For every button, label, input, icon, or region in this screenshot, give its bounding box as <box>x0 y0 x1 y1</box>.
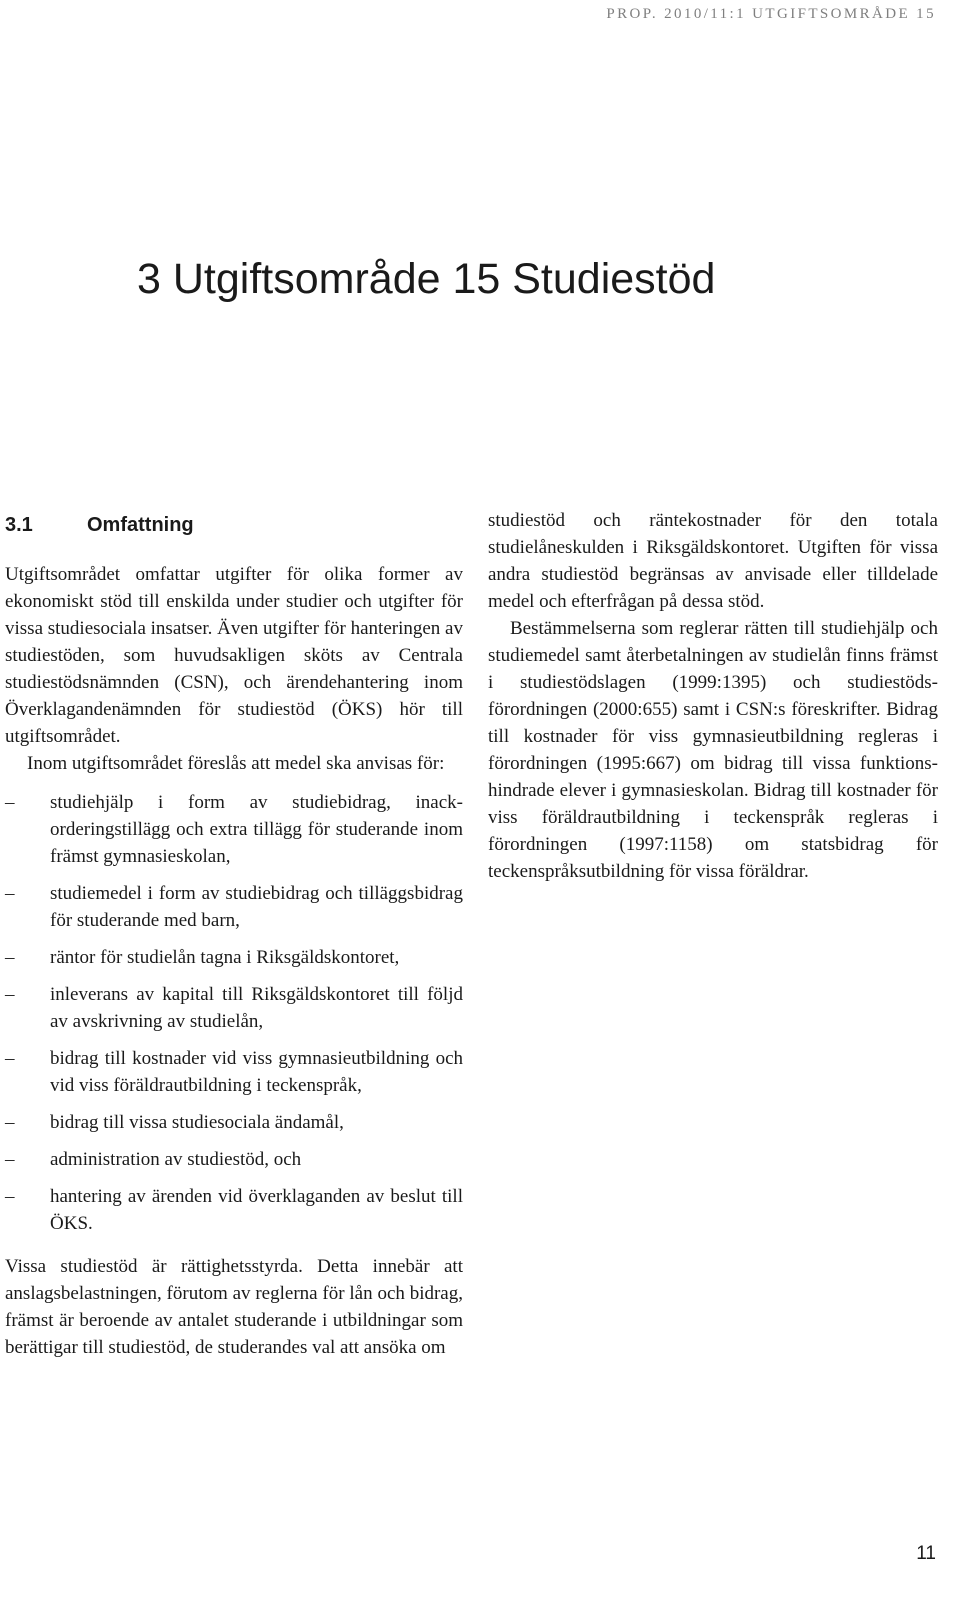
right-column <box>488 507 938 885</box>
rights-based-paragraph: Vissa studiestöd är rättighetsstyrda. Detta innebär att anslagsbelastningen, förutom av reglerna för lån och bidrag, främst är beroende av antalet studerande i utbildningar som berättigar till studiestöd, de studerandes val att ansöka om <box>5 1256 463 1358</box>
list-item <box>5 789 463 870</box>
continuation-paragraph: studiestöd och räntekostnader för den totala studielåneskulden i Riksgäldskontoret. Utgiften för vissa andra studiestöd begränsas av anvisade eller tilldelade medel och efterfrågan på dessa stöd. <box>488 510 938 612</box>
list-dash: – <box>5 1112 15 1133</box>
list-dash: – <box>5 1048 15 1069</box>
left-column <box>5 561 463 1361</box>
list-item-text: studiemedel i form av studiebidrag och tilläggsbidrag för studerande med barn, <box>50 883 463 931</box>
section-heading <box>5 513 194 537</box>
list-item-text: administration av studiestöd, och <box>50 1149 302 1170</box>
section-number: 3.1 <box>5 514 33 536</box>
intro-paragraph: Utgiftsområdet omfattar utgifter för olika former av ekonomiskt stöd till enskilda under studier och utgifter för vissa studiesociala insatser. Även utgifter för hanteringen av studiestöden, som huvudsakligen sköts av Centrala studiestödsnämnden (CSN), och ärendehantering inom Överklagandenämnden för studiestöd (ÖKS) hör till utgiftsområdet. <box>5 564 463 747</box>
allocation-intro-paragraph: Inom utgiftsområdet föreslås att medel ska anvisas för: <box>27 753 445 774</box>
allocation-list <box>5 789 463 1237</box>
regulations-paragraph: Bestämmelserna som reglerar rätten till studiehjälp och studiemedel samt återbetalningen av studielån finns främst i studiestödslagen (1999:1395) och studiestödsförordningen (2000:655) samt i CSN:s föreskrifter. Bidrag till kostnader för viss gymnasieutbildning regleras i förordningen (1995:667) om bidrag till vissa funktionshindrade elever i gymnasieskolan. Bidrag till kostnader för viss föräldrautbildning i teckenspråk regleras i förordningen (1997:1158) om statsbidrag för teckenspråksutbildning för vissa föräldrar. <box>488 618 938 882</box>
list-item <box>5 880 463 934</box>
list-item <box>5 1146 463 1173</box>
list-item-text: bidrag till vissa studiesociala ändamål, <box>50 1112 344 1133</box>
list-item-text: studiehjälp i form av studiebidrag, inackorderingstillägg och extra tillägg för studerande inom främst gymnasieskolan, <box>50 792 463 867</box>
list-item <box>5 1045 463 1099</box>
chapter-title: 3 Utgiftsområde 15 Studiestöd <box>137 255 716 303</box>
list-item <box>5 1109 463 1136</box>
list-item-text: inleverans av kapital till Riksgäldskontoret till följd av avskrivning av studielån, <box>50 984 463 1032</box>
page-number: 11 <box>916 1543 936 1564</box>
section-title: Omfattning <box>87 514 194 536</box>
list-dash: – <box>5 947 15 968</box>
list-item-text: hantering av ärenden vid överklaganden av beslut till ÖKS. <box>50 1186 463 1234</box>
list-item <box>5 981 463 1035</box>
list-item <box>5 944 463 971</box>
list-dash: – <box>5 984 15 1005</box>
running-header: PROP. 2010/11:1 UTGIFTSOMRÅDE 15 <box>606 6 936 22</box>
list-item-text: räntor för studielån tagna i Riksgäldskontoret, <box>50 947 400 968</box>
list-item <box>5 1183 463 1237</box>
list-dash: – <box>5 1186 15 1207</box>
list-item-text: bidrag till kostnader vid viss gymnasieutbildning och vid viss föräldrautbildning i teckenspråk, <box>50 1048 463 1096</box>
list-dash: – <box>5 1149 15 1170</box>
list-dash: – <box>5 792 15 813</box>
list-dash: – <box>5 883 15 904</box>
